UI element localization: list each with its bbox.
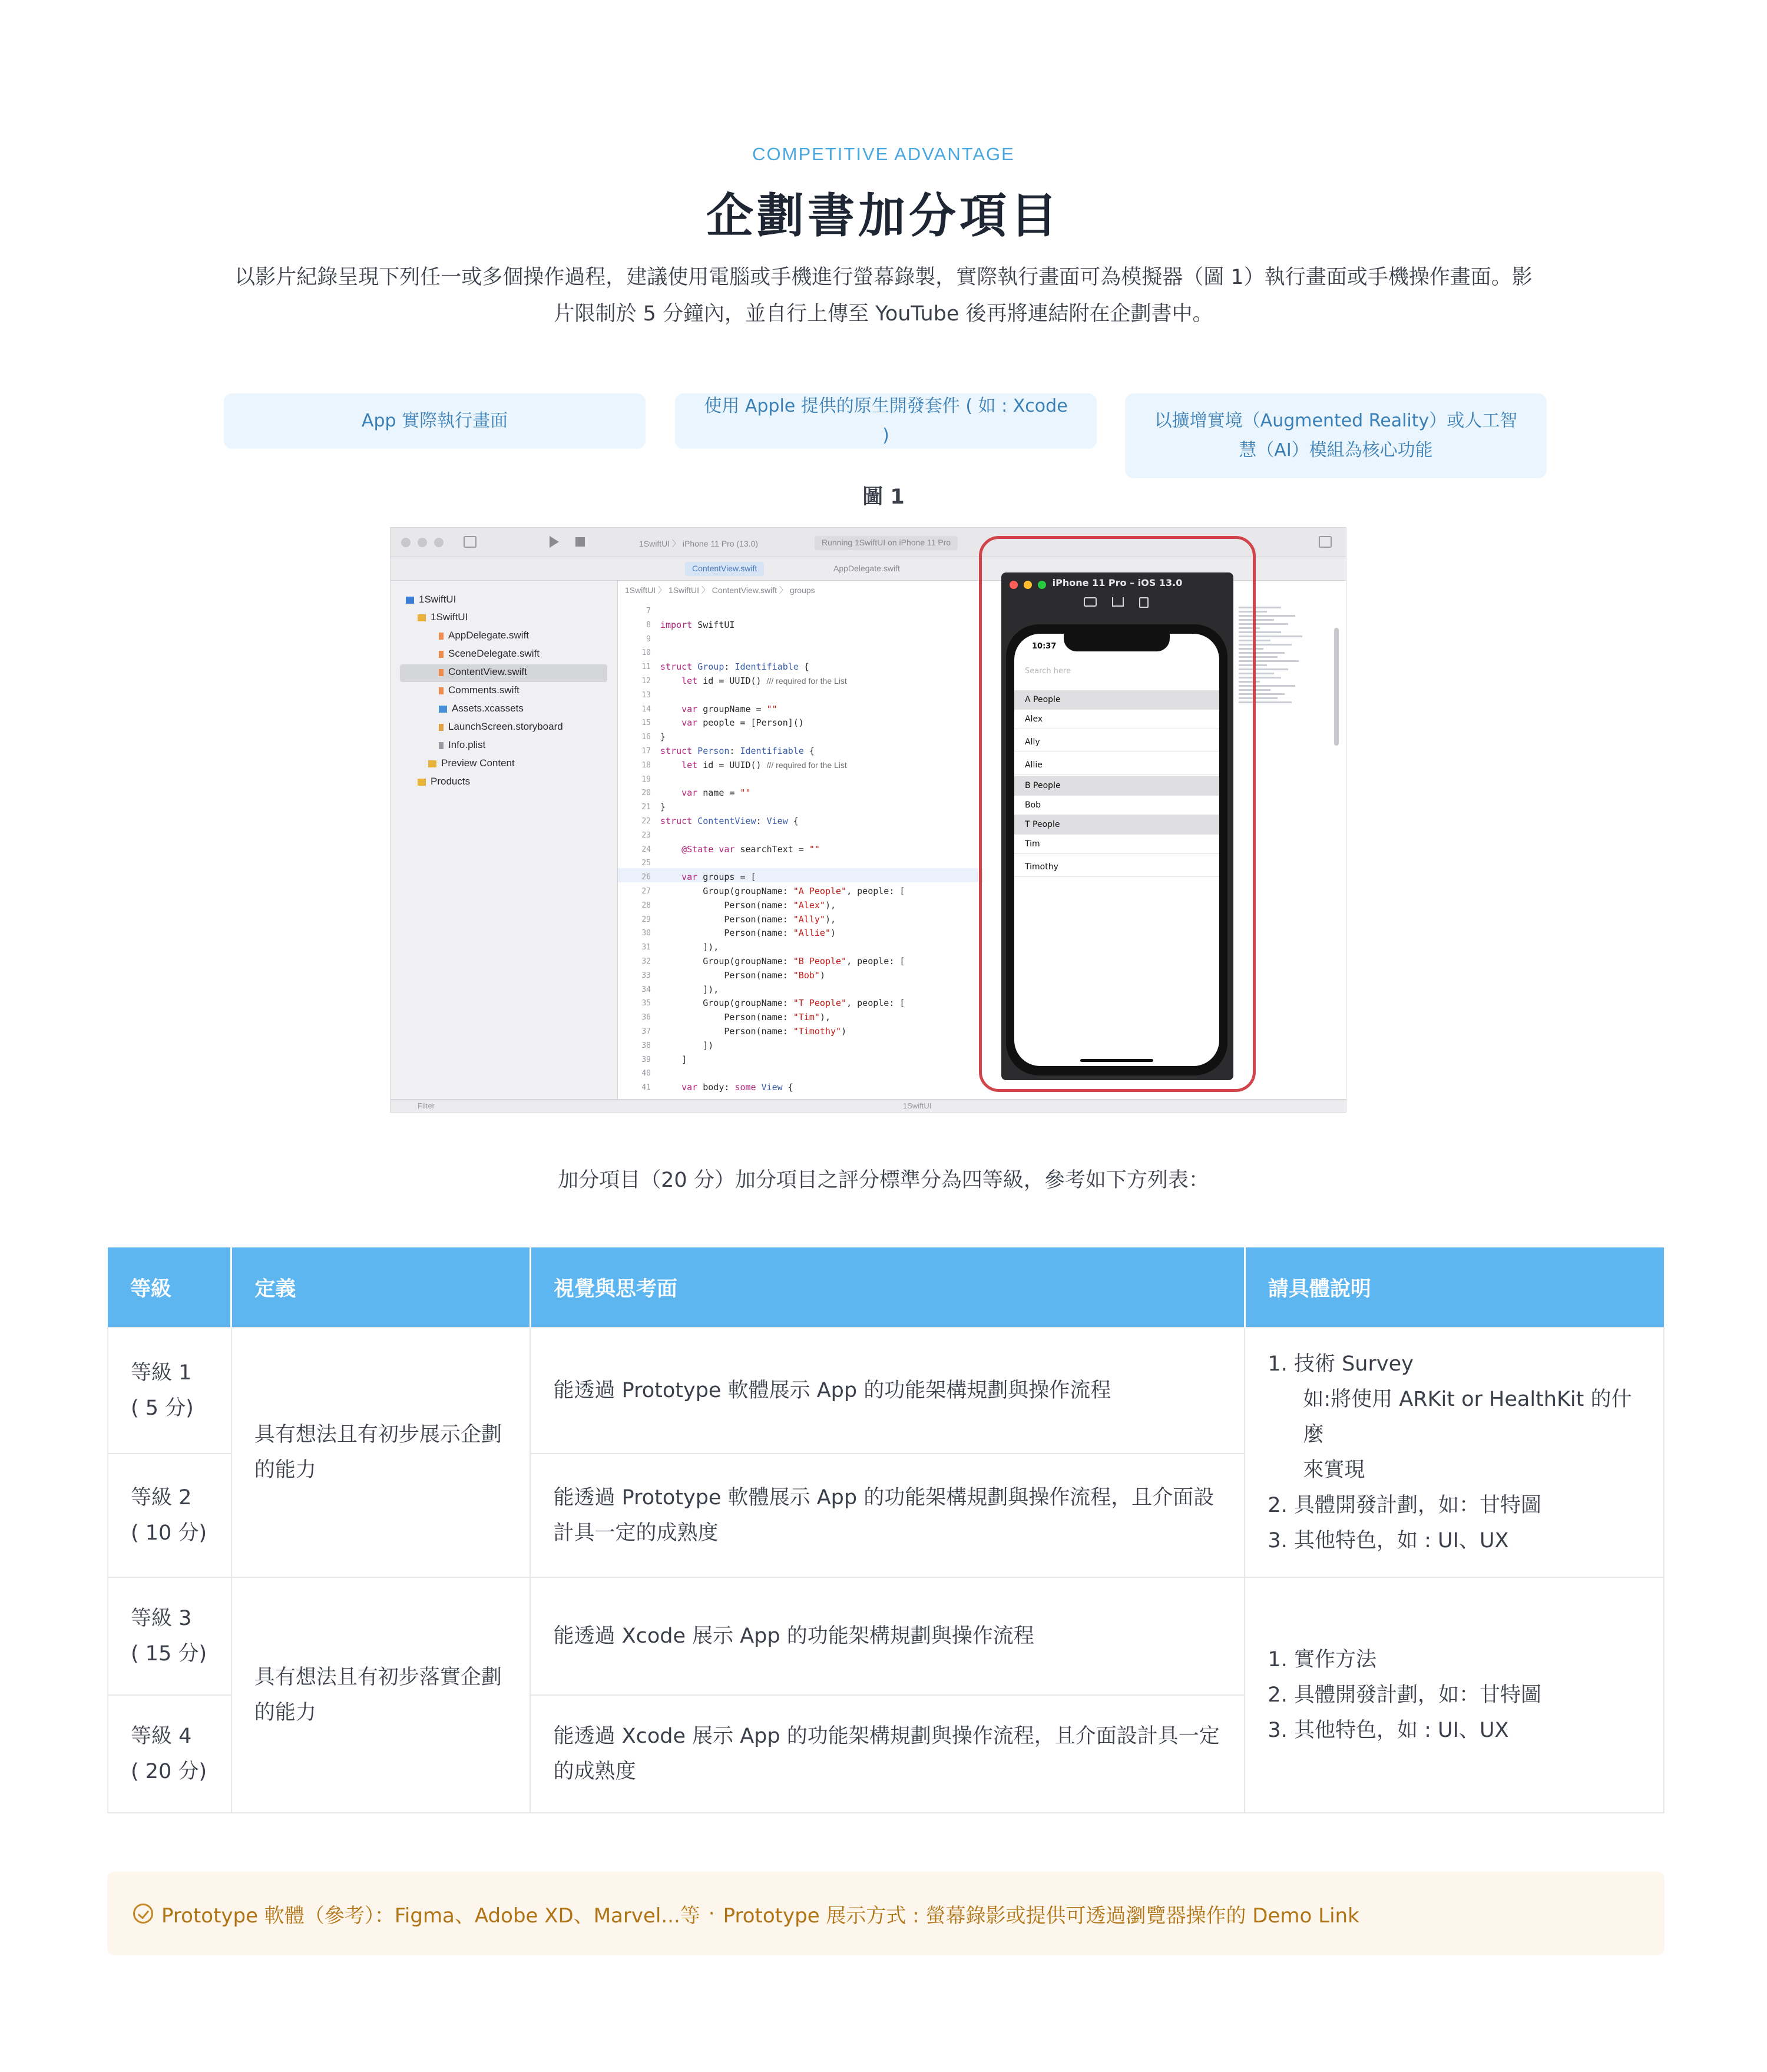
tree-file: LaunchScreen.storyboard xyxy=(439,721,563,733)
definition-line: 的能力 xyxy=(254,1701,316,1725)
explain-item: 1. 實作方法 xyxy=(1268,1648,1376,1671)
filter-field: Filter xyxy=(418,1101,435,1110)
list-item: Tim xyxy=(1014,835,1219,854)
pill-native-sdk xyxy=(675,393,1097,449)
explain-list xyxy=(1268,1642,1641,1748)
explain-item: 1. 技術 Survey xyxy=(1268,1352,1414,1376)
tree-group: 1SwiftUI xyxy=(418,611,468,623)
explain-item: 2. 具體開發計劃，如：甘特圖 xyxy=(1268,1494,1541,1517)
score-intro: 加分項目（20 分）加分項目之評分標準分為四等級，參考如下方列表： xyxy=(558,1169,1209,1192)
level-cell xyxy=(108,1454,231,1577)
tree-file: AppDelegate.swift xyxy=(439,630,529,641)
level-score: ( 5 分) xyxy=(131,1396,194,1420)
list-item: Allie xyxy=(1014,756,1219,775)
pill-label: 以擴增實境（Augmented Reality）或人工智慧（AI）模組為核心功能 xyxy=(1154,411,1518,461)
line-numbers: 7 8 9 10 11 12 13 14 15 16 17 18 19 20 21 22 23 24 25 26 27 28 29 30 31 32 33 34 35 36 37 38 39 40 41 xyxy=(641,607,651,1093)
list-item: Alex xyxy=(1014,710,1219,729)
explain-item: 如:將使用 ARKit or HealthKit 的什麼 xyxy=(1303,1388,1632,1447)
table-row xyxy=(108,1328,1664,1454)
eyebrow: COMPETITIVE ADVANTAGE xyxy=(752,144,1015,164)
level-score: ( 15 分) xyxy=(131,1642,207,1666)
prototype-note xyxy=(107,1872,1665,1955)
tree-group: Products xyxy=(418,776,470,787)
level-name: 等級 1 xyxy=(131,1361,192,1385)
list-section-header: B People xyxy=(1014,776,1219,796)
pill-label: 使用 Apple 提供的原生開發套件 ( 如 : Xcode ) xyxy=(704,396,1068,446)
scrollbar xyxy=(1334,628,1339,746)
visual-cell xyxy=(530,1328,1245,1454)
visual-line: 能透過 Xcode 展示 App 的功能架構規劃與操作流程，且介面設計具一定 xyxy=(553,1725,1220,1748)
level-name: 等級 4 xyxy=(131,1725,192,1748)
inspector-toggle-icon xyxy=(1319,536,1332,548)
table-row xyxy=(108,1577,1664,1695)
search-bar: Search here xyxy=(1025,667,1071,676)
tree-file: Info.plist xyxy=(439,739,485,751)
definition-line: 的能力 xyxy=(254,1458,316,1482)
list-item: Bob xyxy=(1014,796,1219,815)
table-header-row xyxy=(108,1247,1664,1328)
visual-line: 計具一定的成熟度 xyxy=(553,1521,719,1545)
visual-line: 能透過 Prototype 軟體展示 App 的功能架構規劃與操作流程 xyxy=(553,1379,1111,1402)
explain-cell xyxy=(1245,1328,1664,1577)
window-dots xyxy=(401,538,444,547)
visual-line: 能透過 Xcode 展示 App 的功能架構規劃與操作流程 xyxy=(553,1624,1034,1648)
visual-cell xyxy=(530,1577,1245,1695)
pill-ar-ai xyxy=(1125,393,1547,478)
level-cell xyxy=(108,1577,231,1695)
intro-text xyxy=(224,259,1543,332)
level-name: 等級 3 xyxy=(131,1607,192,1630)
tree-project: 1SwiftUI xyxy=(406,594,456,605)
editor-breadcrumb: 1SwiftUI 〉 1SwiftUI 〉 ContentView.swift 〉 groups xyxy=(625,585,815,595)
level-score: ( 20 分) xyxy=(131,1760,207,1783)
definition-cell xyxy=(231,1577,531,1813)
debug-target: 1SwiftUI xyxy=(903,1101,932,1110)
pill-app-runtime xyxy=(224,393,646,449)
explain-item: 2. 具體開發計劃，如：甘特圖 xyxy=(1268,1683,1541,1707)
level-score: ( 10 分) xyxy=(131,1521,207,1545)
definition-line: 具有想法且有初步展示企劃 xyxy=(254,1423,502,1447)
visual-cell xyxy=(530,1454,1245,1577)
tab-contentview: ContentView.swift xyxy=(685,562,764,576)
simulator-title: iPhone 11 Pro – iOS 13.0 xyxy=(1052,577,1183,588)
page-title: 企劃書加分項目 xyxy=(706,188,1061,243)
level-cell xyxy=(108,1328,231,1454)
level-cell xyxy=(108,1695,231,1813)
source-code: import SwiftUI struct Group: Identifiable { let id = UUID() /// required for the List var groupName = "" var people = [Person]() } struct Person: Identifiable { let id = UUID() /// required for the List var name = "" } struct ContentView: View { @State var searchText = "" var groups = [ Group(groupName: "A People", people: [ Person(name: "Alex"), Person(name: "Ally"), Person(name: "Allie") ]), Group(groupName: "B People", people: [ Person(name: "Bob") ]), Group(groupName: "T People", people: [ Person(name: "Tim"), Person(name: "Timothy") ]) ] var body: some View { xyxy=(660,619,905,1093)
list-section-header: A People xyxy=(1014,690,1219,710)
tree-file: Comments.swift xyxy=(439,684,519,696)
explain-list xyxy=(1268,1346,1641,1558)
header-visual: 視覺與思考面 xyxy=(530,1247,1245,1328)
header-explain: 請具體說明 xyxy=(1245,1247,1664,1328)
visual-cell xyxy=(530,1695,1245,1813)
scoring-table xyxy=(107,1247,1665,1813)
note-part-2: Prototype 展示方式 : 螢幕錄影或提供可透過瀏覽器操作的 Demo Link xyxy=(723,1904,1359,1928)
intro-line-2: 片限制於 5 分鐘內，並自行上傳至 YouTube 後再將連結附在企劃書中。 xyxy=(554,302,1213,326)
explain-item: 3. 其他特色，如 : UI、UX xyxy=(1268,1719,1509,1742)
ide-bottom-bar xyxy=(391,1099,1346,1113)
tree-file: ContentView.swift xyxy=(439,666,527,678)
run-status: Running 1SwiftUI on iPhone 11 Pro xyxy=(815,536,958,550)
status-time: 10:37 xyxy=(1032,642,1057,651)
explain-item: 3. 其他特色，如 : UI、UX xyxy=(1268,1529,1509,1553)
header-level: 等級 xyxy=(108,1247,231,1328)
visual-line: 的成熟度 xyxy=(553,1760,636,1783)
play-icon xyxy=(550,536,559,548)
intro-line-1: 以影片紀錄呈現下列任一或多個操作過程，建議使用電腦或手機進行螢幕錄製，實際執行畫面可為模擬器（圖 1）執行畫面或手機操作畫面。影 xyxy=(234,266,1533,289)
figure-label: 圖 1 xyxy=(862,485,905,509)
visual-line: 能透過 Prototype 軟體展示 App 的功能架構規劃與操作流程，且介面設 xyxy=(553,1486,1215,1510)
sidebar-toggle-icon xyxy=(464,536,477,548)
tree-file: Assets.xcassets xyxy=(439,703,524,714)
stop-icon xyxy=(575,537,585,547)
list-item: Timothy xyxy=(1014,858,1219,877)
tree-file: SceneDelegate.swift xyxy=(439,648,540,660)
tab-appdelegate: AppDelegate.swift xyxy=(833,564,900,573)
tree-group: Preview Content xyxy=(428,757,515,769)
simulator-highlight-outline xyxy=(979,536,1256,1092)
pill-label: App 實際執行畫面 xyxy=(361,411,508,431)
note-separator: · xyxy=(708,1902,715,1925)
check-circle-icon xyxy=(133,1904,153,1924)
definition-cell xyxy=(231,1328,531,1577)
explain-cell xyxy=(1245,1577,1664,1813)
definition-line: 具有想法且有初步落實企劃 xyxy=(254,1666,502,1689)
note-part-1: Prototype 軟體（參考）：Figma、Adobe XD、Marvel...等 xyxy=(161,1904,700,1928)
header-definition: 定義 xyxy=(231,1247,531,1328)
level-name: 等級 2 xyxy=(131,1486,192,1510)
scheme-selector: 1SwiftUI 〉 iPhone 11 Pro (13.0) xyxy=(639,539,759,548)
list-item: Ally xyxy=(1014,733,1219,752)
list-section-header: T People xyxy=(1014,815,1219,835)
explain-item: 來實現 xyxy=(1303,1458,1365,1482)
